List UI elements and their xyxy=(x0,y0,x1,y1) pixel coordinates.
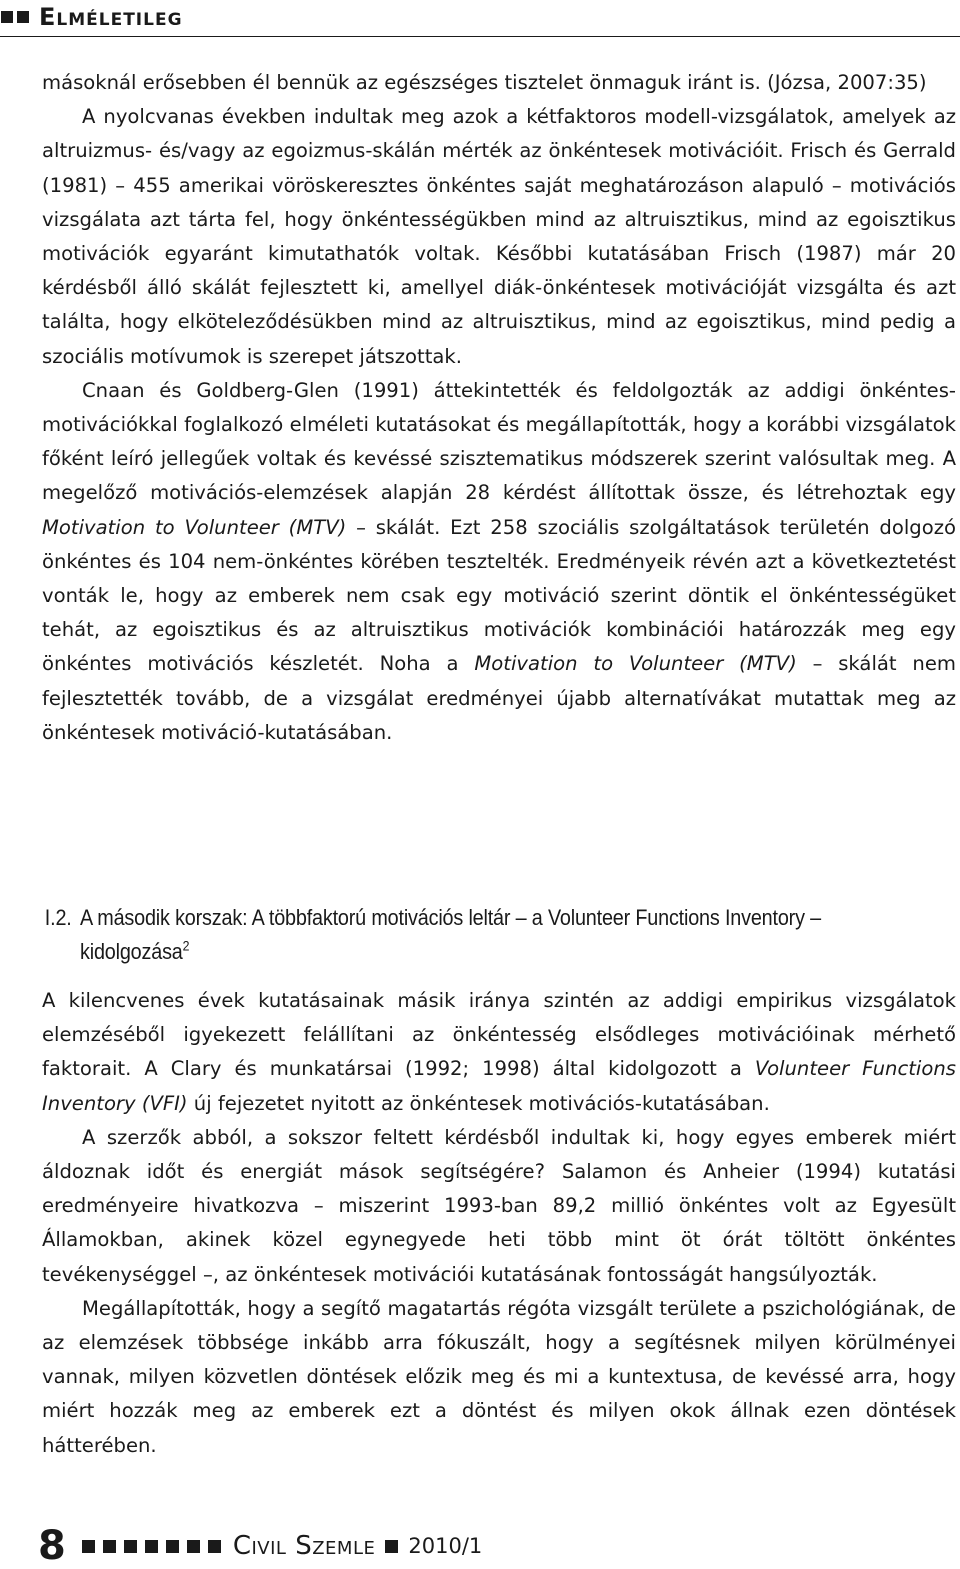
section-heading xyxy=(44,901,837,969)
square-bullet-icon xyxy=(124,1540,137,1553)
footer-squares-decoration xyxy=(82,1540,229,1553)
body-text-block-1 xyxy=(42,66,956,750)
paragraph-text: Cnaan és Goldberg-Glen (1991) áttekintették és feldolgozták az addigi önkéntes-motivációkkal foglalkozó elméleti kutatásokat és megállapították, hogy a korábbi vizsgálatok főként leíró jellegűek voltak és kevéssé szisztematikus módszerek szerint valósultak meg. A megelőző motivációs-elemzések alapján 28 kérdést állítottak össze, és létrehoztak egy xyxy=(42,378,956,505)
header-squares-decoration xyxy=(1,11,33,23)
section-number: I.2. xyxy=(44,904,72,930)
page-number: 8 xyxy=(38,1523,66,1569)
section-header-title: Elméletileg xyxy=(39,3,183,31)
paragraph-vfi-intro xyxy=(42,984,956,1121)
square-bullet-icon xyxy=(1,11,13,23)
square-bullet-icon xyxy=(82,1540,95,1553)
mtv-scale-name: Motivation to Volunteer (MTV) xyxy=(474,652,797,676)
mtv-scale-name: Motivation to Volunteer (MTV) xyxy=(42,515,347,539)
issue-number: 2010/1 xyxy=(408,1534,483,1558)
paragraph-text: A kilencvenes évek kutatásainak másik iránya szintén az addigi empirikus vizsgálatok elemzéséből igyekezett felállítani az önkéntesség elsődleges motivációinak mérhető faktorait. A Clary és munkatársai (1992; 1998) által kidolgozott a xyxy=(42,989,956,1081)
square-bullet-icon xyxy=(17,11,29,23)
page-header xyxy=(0,0,183,34)
paragraph-continuation: másoknál erősebben él bennük az egészséges tisztelet önmaguk iránt is. (Józsa, 2007:35) xyxy=(42,71,927,94)
square-bullet-icon xyxy=(385,1540,398,1553)
vfi-name: Volunteer Functions Inventory (VFI) xyxy=(42,1057,956,1115)
paragraph-mtv-scale xyxy=(42,374,956,750)
journal-name: Civil Szemle xyxy=(232,1531,376,1561)
section-title: A második korszak: A többfaktorú motivációs leltár – a Volunteer Functions Inventory – kidolgozása xyxy=(80,904,821,964)
paragraph-text: új fejezetet nyitott az önkéntesek motivációs-kutatásában. xyxy=(187,1091,770,1115)
paragraph-text: – skálát nem fejlesztették tovább, de a vizsgálat eredményei újabb alternatívákat mutattak meg az önkéntesek motiváció-kutatásában. xyxy=(42,652,956,744)
square-bullet-icon xyxy=(187,1540,200,1553)
page-footer xyxy=(38,1523,483,1569)
header-divider xyxy=(0,36,960,37)
body-text-block-2 xyxy=(42,984,956,1463)
paragraph-helping-behavior: Megállapították, hogy a segítő magatartás régóta vizsgált területe a pszichológiának, de az elemzések többsége inkább arra fókuszált, hogy a segítésnek milyen körülményei vannak, milyen közvetlen döntések előzik meg és mi a kuntextusa, de kevéssé arra, hogy miért hozzák meg az emberek ezt a döntést és milyen okok állnak ezen döntések hátterében. xyxy=(42,1296,956,1457)
paragraph-two-factor-models: A nyolcvanas években indultak meg azok a kétfaktoros modell-vizsgálatok, amelyek az altruizmus- és/vagy az egoizmus-skálán mérték az önkéntesek motivációit. Frisch és Gerrald (1981) – 455 amerikai vöröskeresztes önkéntes saját meghatározáson alapuló – motivációs vizsgálata azt tárta fel, hogy önkéntességükben mind az altruisztikus, mind az egoisztikus motivációk egyaránt kimutathatók voltak. Későbbi kutatásában Frisch (1987) már 20 kérdésből álló skálát fejlesztett ki, amellyel diák-önkéntesek motivációját vizsgálta és azt találta, hogy elköteleződésükben mind az altruisztikus, mind az egoisztikus, mind pedig a szociális motívumok is szerepet játszottak. xyxy=(42,105,956,368)
square-bullet-icon xyxy=(208,1540,221,1553)
footer-separator xyxy=(385,1540,406,1553)
paragraph-text: – skálát. Ezt 258 szociális szolgáltatások területén dolgozó önkéntes és 104 nem-önkéntes körében tesztelték. Eredményeik révén azt a következtetést vonták le, hogy az emberek nem csak egy motiváció szerint döntik el önkéntességüket tehát, az egoisztikus és az altruisztikus motivációk kombinációi határozzák meg egy önkéntes motivációs készletét. Noha a xyxy=(42,515,956,676)
square-bullet-icon xyxy=(103,1540,116,1553)
square-bullet-icon xyxy=(166,1540,179,1553)
square-bullet-icon xyxy=(145,1540,158,1553)
footnote-reference[interactable]: 2 xyxy=(182,937,190,954)
paragraph-authors-question: A szerzők abból, a sokszor feltett kérdésből indultak ki, hogy egyes emberek miért áldoznak időt és energiát mások segítségére? Salamon és Anheier (1994) kutatási eredményeire hivatkozva – miszerint 1993-ban 89,2 millió önkéntes volt az Egyesült Államokban, akinek közel egynegyede heti több mint öt órát töltött önkéntes tevékenységgel –, az önkéntesek motivációi kutatásának fontosságát hangsúlyozták. xyxy=(42,1125,956,1286)
